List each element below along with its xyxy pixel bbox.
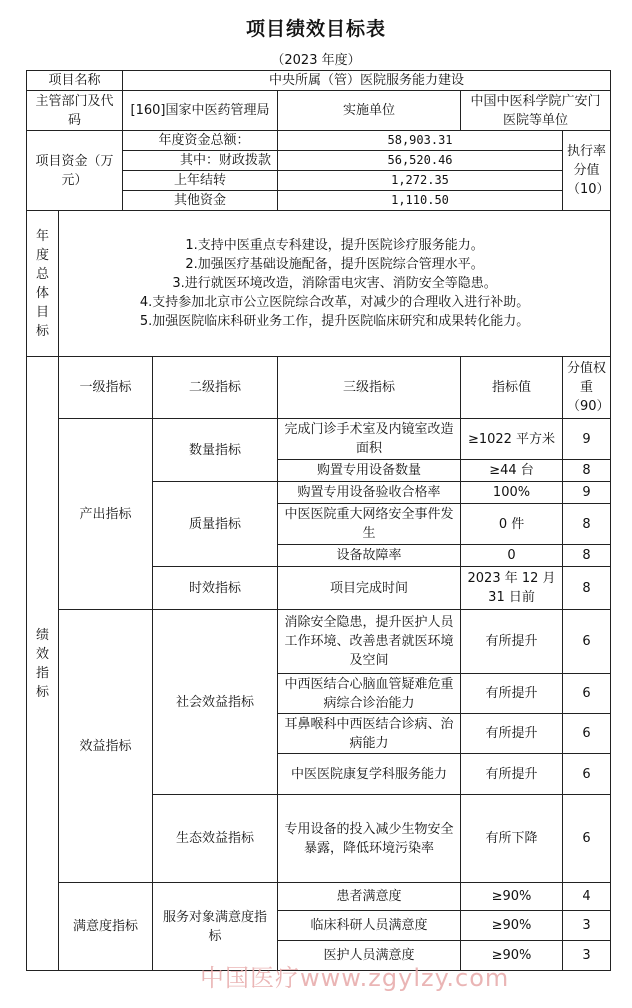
level3-indicator: 购置专用设备数量 bbox=[278, 460, 461, 482]
indicator-weight: 9 bbox=[563, 482, 611, 504]
indicator-value: 0 bbox=[461, 545, 563, 567]
indicator-weight: 6 bbox=[563, 795, 611, 883]
eco-benefit-label: 生态效益指标 bbox=[153, 795, 278, 883]
level3-indicator: 临床科研人员满意度 bbox=[278, 911, 461, 941]
project-name-value: 中央所属（管）医院服务能力建设 bbox=[123, 71, 611, 91]
level3-indicator: 设备故障率 bbox=[278, 545, 461, 567]
site-watermark: 中国医疗www.zgylzy.com bbox=[200, 964, 510, 992]
funds-row-label: 其他资金 bbox=[123, 191, 278, 211]
service-satisfaction-label: 服务对象满意度指标 bbox=[153, 883, 278, 971]
indicator-weight: 8 bbox=[563, 567, 611, 610]
document-year: （2023 年度） bbox=[271, 53, 361, 68]
output-indicator-label: 产出指标 bbox=[59, 419, 153, 610]
performance-indicator-label: 绩效指标 bbox=[27, 357, 59, 971]
time-indicator-label: 时效指标 bbox=[153, 567, 278, 610]
indicator-value: ≥90% bbox=[461, 941, 563, 971]
level2-header: 二级指标 bbox=[153, 357, 278, 419]
indicator-value: 2023 年 12 月 31 日前 bbox=[461, 567, 563, 610]
funds-row-label: 年度资金总额： bbox=[123, 131, 278, 151]
project-name-label: 项目名称 bbox=[27, 71, 123, 91]
level3-indicator: 购置专用设备验收合格率 bbox=[278, 482, 461, 504]
exec-rate-score: 执行率分值（10） bbox=[563, 131, 611, 211]
level3-indicator: 中西医结合心脑血管疑难危重病综合诊治能力 bbox=[278, 674, 461, 714]
indicator-value: 有所下降 bbox=[461, 795, 563, 883]
level3-indicator: 患者满意度 bbox=[278, 883, 461, 911]
indicator-value: ≥1022 平方米 bbox=[461, 419, 563, 460]
level3-indicator: 耳鼻喉科中西医结合诊病、治病能力 bbox=[278, 714, 461, 754]
dept-label: 主管部门及代码 bbox=[27, 91, 123, 131]
indicator-weight: 6 bbox=[563, 674, 611, 714]
indicator-weight: 6 bbox=[563, 754, 611, 795]
funds-row-label: 上年结转 bbox=[123, 171, 278, 191]
level3-indicator: 中医医院重大网络安全事件发生 bbox=[278, 504, 461, 545]
funds-row-value: 58,903.31 bbox=[278, 131, 563, 151]
annual-goal-label: 年度总体目标 bbox=[27, 211, 59, 357]
annual-goal-list bbox=[59, 211, 611, 357]
goal-item: 3.进行就医环境改造，消除雷电灾害、消防安全等隐患。 bbox=[172, 276, 497, 291]
funds-label: 项目资金（万元） bbox=[27, 131, 123, 211]
funds-row-value: 1,110.50 bbox=[278, 191, 563, 211]
indicator-value: 有所提升 bbox=[461, 754, 563, 795]
level1-header: 一级指标 bbox=[59, 357, 153, 419]
benefit-indicator-label: 效益指标 bbox=[59, 610, 153, 883]
indicator-weight: 8 bbox=[563, 504, 611, 545]
indicator-weight: 6 bbox=[563, 714, 611, 754]
indicator-weight: 4 bbox=[563, 883, 611, 911]
indicator-value: 有所提升 bbox=[461, 714, 563, 754]
level3-indicator: 完成门诊手术室及内镜室改造面积 bbox=[278, 419, 461, 460]
goal-item: 5.加强医院临床科研业务工作，提升医院临床研究和成果转化能力。 bbox=[139, 314, 530, 329]
funds-row-label: 其中：财政拨款 bbox=[123, 151, 278, 171]
dept-value: [160]国家中医药管理局 bbox=[123, 91, 278, 131]
indicator-value: ≥90% bbox=[461, 883, 563, 911]
goal-item: 1.支持中医重点专科建设，提升医院诊疗服务能力。 bbox=[185, 238, 484, 253]
indicator-weight: 3 bbox=[563, 911, 611, 941]
value-header: 指标值 bbox=[461, 357, 563, 419]
level3-indicator: 医护人员满意度 bbox=[278, 941, 461, 971]
indicator-weight: 8 bbox=[563, 460, 611, 482]
indicator-value: ≥44 台 bbox=[461, 460, 563, 482]
impl-unit-value: 中国中医科学院广安门医院等单位 bbox=[461, 91, 611, 131]
impl-unit-label: 实施单位 bbox=[278, 91, 461, 131]
level3-header: 三级指标 bbox=[278, 357, 461, 419]
funds-row-value: 1,272.35 bbox=[278, 171, 563, 191]
quality-indicator-label: 质量指标 bbox=[153, 482, 278, 567]
indicator-value: 有所提升 bbox=[461, 610, 563, 674]
level3-indicator: 专用设备的投入减少生物安全暴露，降低环境污染率 bbox=[278, 795, 461, 883]
goal-item: 4.支持参加北京市公立医院综合改革，对减少的合理收入进行补助。 bbox=[139, 295, 530, 310]
indicator-value: 100% bbox=[461, 482, 563, 504]
indicator-value: 有所提升 bbox=[461, 674, 563, 714]
level3-indicator: 消除安全隐患，提升医护人员工作环境、改善患者就医环境及空间 bbox=[278, 610, 461, 674]
document-title: 项目绩效目标表 bbox=[245, 18, 386, 40]
funds-row-value: 56,520.46 bbox=[278, 151, 563, 171]
indicator-weight: 6 bbox=[563, 610, 611, 674]
level3-indicator: 中医医院康复学科服务能力 bbox=[278, 754, 461, 795]
indicator-weight: 9 bbox=[563, 419, 611, 460]
level3-indicator: 项目完成时间 bbox=[278, 567, 461, 610]
quantity-indicator-label: 数量指标 bbox=[153, 419, 278, 482]
performance-table bbox=[26, 70, 611, 971]
goal-item: 2.加强医疗基础设施配备，提升医院综合管理水平。 bbox=[185, 257, 484, 272]
satisfaction-indicator-label: 满意度指标 bbox=[59, 883, 153, 971]
indicator-weight: 8 bbox=[563, 545, 611, 567]
indicator-value: ≥90% bbox=[461, 911, 563, 941]
indicator-value: 0 件 bbox=[461, 504, 563, 545]
indicator-weight: 3 bbox=[563, 941, 611, 971]
social-benefit-label: 社会效益指标 bbox=[153, 610, 278, 795]
weight-header: 分值权重（90） bbox=[563, 357, 611, 419]
